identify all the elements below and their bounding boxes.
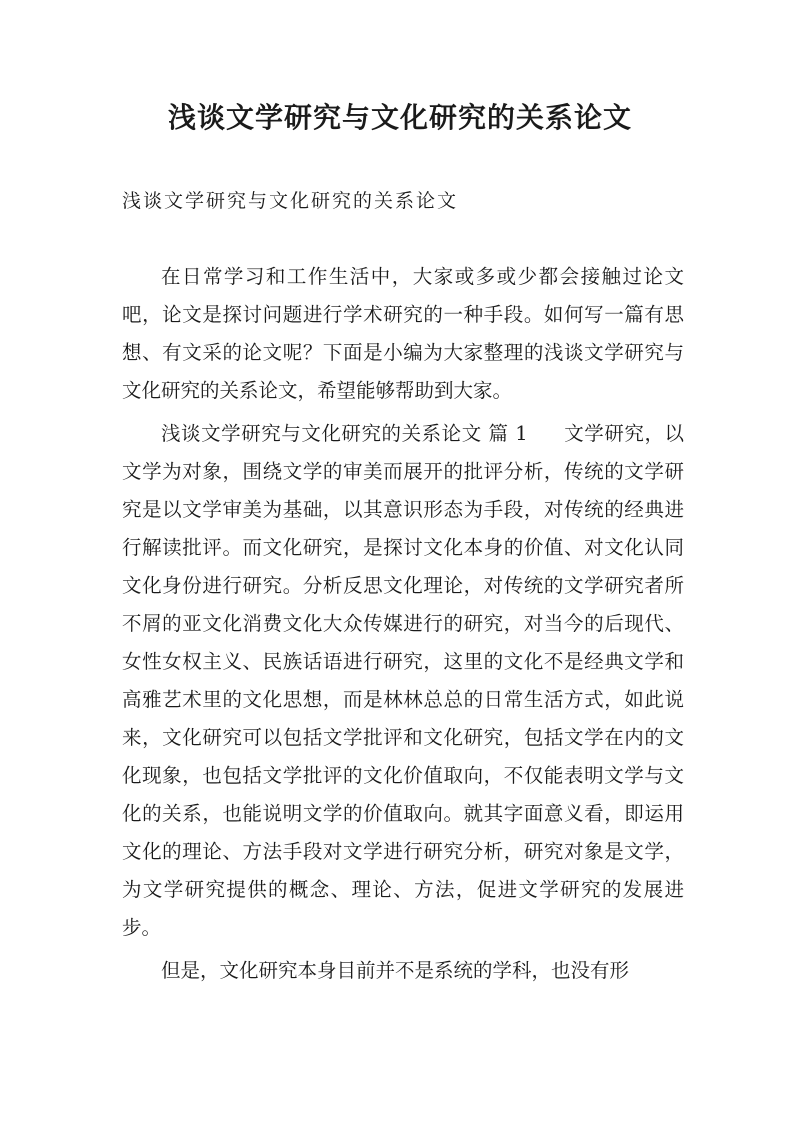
paragraph-intro xyxy=(122,258,684,410)
document-title: 浅谈文学研究与文化研究的关系论文 xyxy=(167,101,632,134)
paragraph-continuation xyxy=(122,952,684,990)
paragraph-text: 文学研究，以文学为对象，围绕文学的审美而展开的批评分析，传统的文学研究是以文学审美为基础，以其意识形态为手段，对传统的经典进行解读批评。而文化研究，是探讨文化本身的价值、对文化认同文化身份进行研究。分析反思文化理论，对传统的文学研究者所不屑的亚文化消费文化大众传媒进行的研究，对当今的后现代、女性女权主义、民族话语进行研究，这里的文化不是经典文学和高雅艺术里的文化思想，而是林林总总的日常生活方式，如此说来，文化研究可以包括文学批评和文化研究，包括文学在内的文化现象，也包括文学批评的文化价值取向，不仅能表明文学与文化的关系，也能说明文学的价值取向。就其字面意义看，即运用文化的理论、方法手段对文学进行研究分析，研究对象是文学，为文学研究提供的概念、理论、方法，促进文学研究的发展进步。 xyxy=(122,422,684,939)
paragraph-text: 但是，文化研究本身目前并不是系统的学科，也没有形 xyxy=(161,959,630,982)
paragraph-section-1 xyxy=(122,415,684,947)
document-body xyxy=(122,258,684,995)
paragraph-text: 在日常学习和工作生活中，大家或多或少都会接触过论文吧，论文是探讨问题进行学术研究的一种手段。如何写一篇有思想、有文采的论文呢？下面是小编为大家整理的浅谈文学研究与文化研究的关系论文，希望能够帮助到大家。 xyxy=(122,265,684,402)
section-heading: 浅谈文学研究与文化研究的关系论文 篇 1 xyxy=(161,422,528,445)
document-subtitle: 浅谈文学研究与文化研究的关系论文 xyxy=(122,190,459,212)
